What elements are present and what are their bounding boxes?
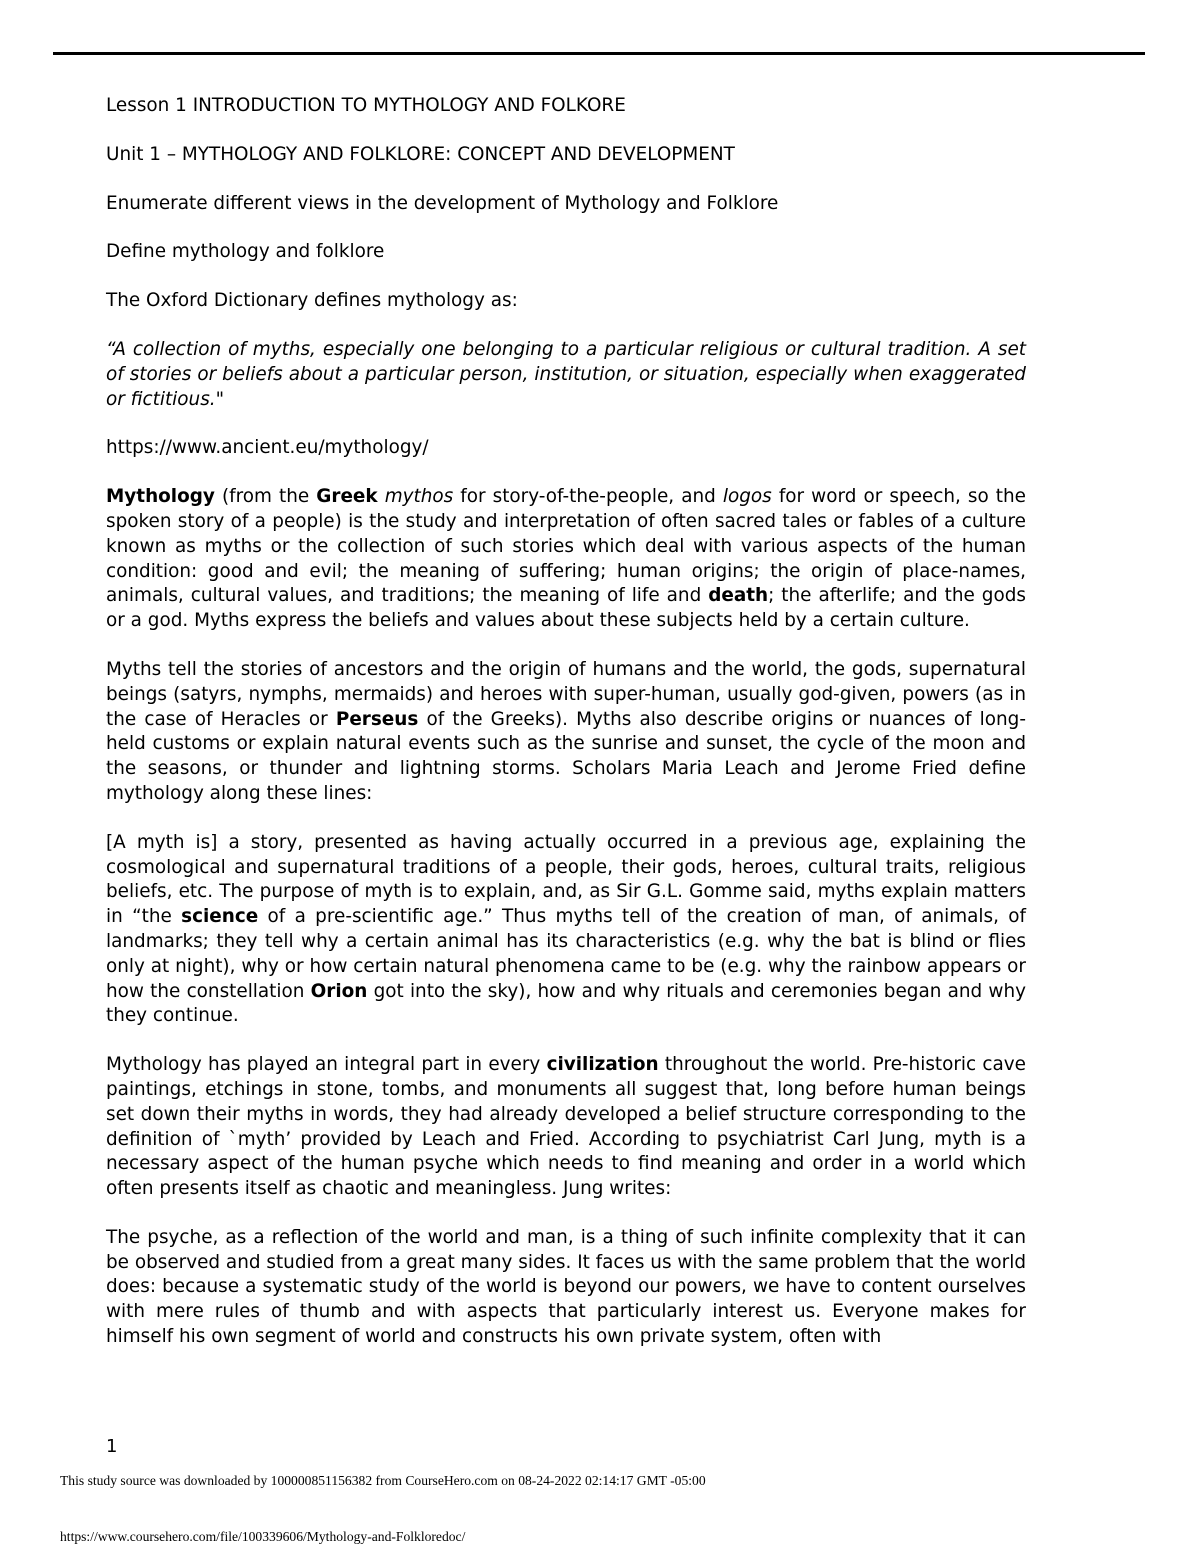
oxford-definition-quote: “A collection of myths, especially one belonging to a particular religious or cultural tradition. A set of stories or beliefs about a particular person, institution, or situation, especially when exaggerated or fictitious." (106, 338, 1026, 410)
unit-title: Unit 1 – MYTHOLOGY AND FOLKLORE: CONCEPT AND DEVELOPMENT (106, 143, 735, 165)
text-run: of a pre-scientific age.” Thus myths tell of the creation of man, of animals, of landmarks; they tell why a certain animal has its characteristics (e.g. why the bat is blind or flies only at night), why or how certain natural phenomena came to be (e.g. why the rainbow appears or how the constellation (106, 906, 1026, 1002)
text-run: Myths tell the stories of ancestors and the origin of humans and the world, the gods, supernatural beings (satyrs, nymphs, mermaids) and heroes with super-human, usually god-given, powers (as in the case of Heracles or (106, 658, 1026, 730)
objective-define: Define mythology and folklore (106, 241, 385, 263)
source-url: https://www.ancient.eu/mythology/ (106, 437, 429, 459)
term-civilization: civilization (546, 1054, 659, 1076)
text-run (378, 486, 385, 507)
text-run: got into the sky), how and why rituals and ceremonies began and why they continue. (106, 980, 1026, 1027)
paragraph-jung-quote: The psyche, as a reflection of the world and man, is a thing of such infinite complexity that it can be observed and studied from a great many sides. It faces us with the same problem that the world does: because a systematic study of the world is beyond our powers, we have to content ourselves with mere rules of thumb and with aspects that particularly interest us. Everyone makes for himself his own segment of world and constructs his own private system, often with (106, 1226, 1026, 1348)
text-run: of the Greeks). Myths also describe origins or nuances of long-held customs or explain natural events such as the sunrise and sunset, the cycle of the moon and the seasons, or thunder and lightning storms. Scholars Maria Leach and Jerome Fried define mythology along these lines: (106, 708, 1026, 804)
paragraph-myth-is (106, 831, 1026, 1029)
term-greek: Greek (316, 486, 378, 508)
text-run: for story-of-the-people, and (453, 486, 723, 508)
top-rule (53, 52, 1145, 55)
text-run: [A myth is] a story, presented as having actually occurred in a previous age, explaining the cosmological and supernatural traditions of a people, their gods, heroes, cultural traits, religious beliefs, etc. The purpose of myth is to explain, and, as Sir G.L. Gomme said, myths explain matters in “the (106, 831, 1026, 928)
term-death: death (708, 585, 769, 607)
term-perseus: Perseus (335, 708, 419, 730)
paragraph-mythology-definition (106, 485, 1026, 634)
term-science: science (181, 906, 259, 928)
paragraph-myths-tell (106, 658, 1026, 807)
text-run: throughout the world. Pre-historic cave paintings, etchings in stone, tombs, and monuments all suggest that, long before human beings set down their myths in words, they had already developed a belief structure corresponding to the definition of `myth’ provided by Leach and Fried. According to psychiatrist Carl Jung, myth is a necessary aspect of the human psyche which needs to find meaning and order in a world which often presents itself as chaotic and meaningless. Jung writes: (106, 1054, 1026, 1200)
download-notice: This study source was downloaded by 100000851156382 from CourseHero.com on 08-24-2022 02:14:17 GMT -05:00 (60, 1473, 706, 1488)
term-mythos: mythos (384, 486, 454, 508)
term-mythology: Mythology (106, 486, 215, 508)
oxford-intro: The Oxford Dictionary defines mythology as: (106, 290, 518, 312)
term-orion: Orion (310, 980, 368, 1002)
page-number: 1 (106, 1436, 118, 1457)
footer-source-url: https://www.coursehero.com/file/100339606/Mythology-and-Folkloredoc/ (60, 1529, 466, 1544)
text-run: for word or speech, so the spoken story of a people) is the study and interpretation of often sacred tales or fables of a culture known as myths or the collection of such stories which deal with various aspects of the human condition: good and evil; the meaning of suffering; human origins; the origin of place-names, animals, cultural values, and traditions; the meaning of life and (106, 486, 1026, 607)
term-logos: logos (722, 486, 772, 508)
text-run: (from the (214, 486, 317, 508)
objective-enumerate: Enumerate different views in the development of Mythology and Folklore (106, 192, 779, 214)
text-run: ; the afterlife; and the gods or a god. Myths express the beliefs and values about these subjects held by a certain culture. (106, 585, 1026, 632)
paragraph-integral-part (106, 1053, 1026, 1202)
document-body (106, 94, 1026, 1350)
text-run: Mythology has played an integral part in every (106, 1054, 547, 1076)
lesson-title: Lesson 1 INTRODUCTION TO MYTHOLOGY AND FOLKORE (106, 95, 626, 116)
